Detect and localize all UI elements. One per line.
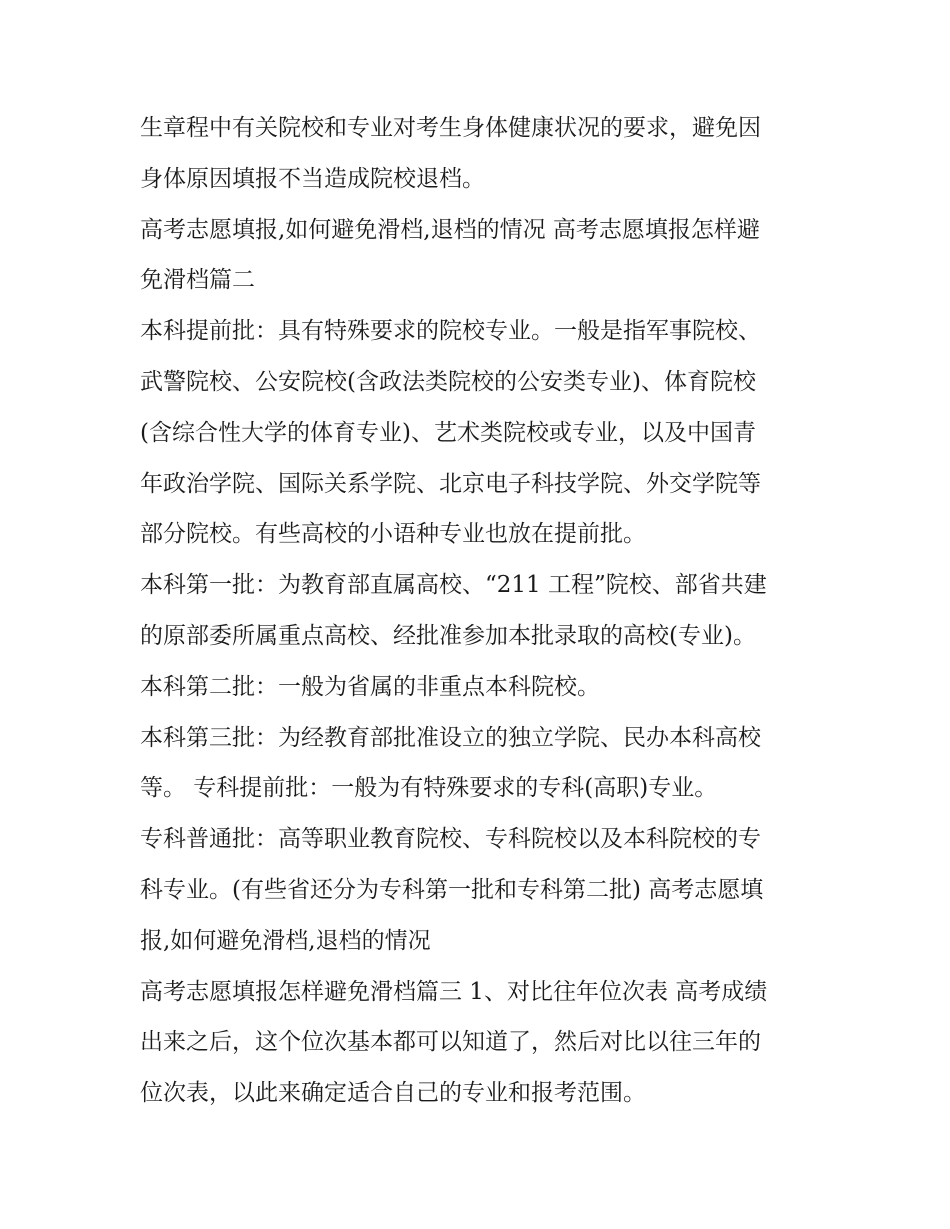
text-line: 生章程中有关院校和专业对考生身体健康状况的要求，避免因	[140, 115, 761, 141]
text-line: 本科第一批：为教育部直属高校、“211 工程”院校、部省共建	[140, 572, 767, 599]
text-line: 科专业。(有些省还分为专科第一批和专科第二批) 高考志愿填	[140, 876, 764, 903]
text-line: 出来之后，这个位次基本都可以知道了，然后对比以往三年的	[140, 1029, 761, 1056]
text-line: 身体原因填报不当造成院校退档。	[140, 165, 485, 192]
text-line: (含综合性大学的体育专业)、艺术类院校或专业，以及中国青	[140, 419, 756, 446]
text-line: 位次表，以此来确定适合自己的专业和报考范围。	[140, 1080, 646, 1107]
text-line: 本科第三批：为经教育部批准设立的独立学院、民办本科高校	[140, 724, 761, 751]
text-line: 武警院校、公安院校(含政法类院校的公安类专业)、体育院校	[140, 368, 756, 395]
text-line: 部分院校。有些高校的小语种专业也放在提前批。	[140, 521, 646, 548]
text-line: 年政治学院、国际关系学院、北京电子科技学院、外交学院等	[140, 470, 761, 497]
document-body	[140, 103, 820, 1119]
text-line: 高考志愿填报怎样避免滑档篇三 1、对比往年位次表 高考成绩	[140, 978, 768, 1005]
text-line: 等。 专科提前批：一般为有特殊要求的专科(高职)专业。	[140, 775, 718, 802]
text-line: 高考志愿填报,如何避免滑档,退档的情况 高考志愿填报怎样避	[140, 216, 760, 243]
text-line: 报,如何避免滑档,退档的情况	[140, 927, 431, 954]
text-line: 本科第二批：一般为省属的非重点本科院校。	[140, 673, 600, 700]
text-line: 免滑档篇二	[140, 267, 255, 294]
text-line: 本科提前批：具有特殊要求的院校专业。一般是指军事院校、	[140, 318, 761, 345]
text-line: 专科普通批：高等职业教育院校、专科院校以及本科院校的专	[140, 826, 761, 853]
text-line: 的原部委所属重点高校、经批准参加本批录取的高校(专业)。	[140, 622, 756, 649]
